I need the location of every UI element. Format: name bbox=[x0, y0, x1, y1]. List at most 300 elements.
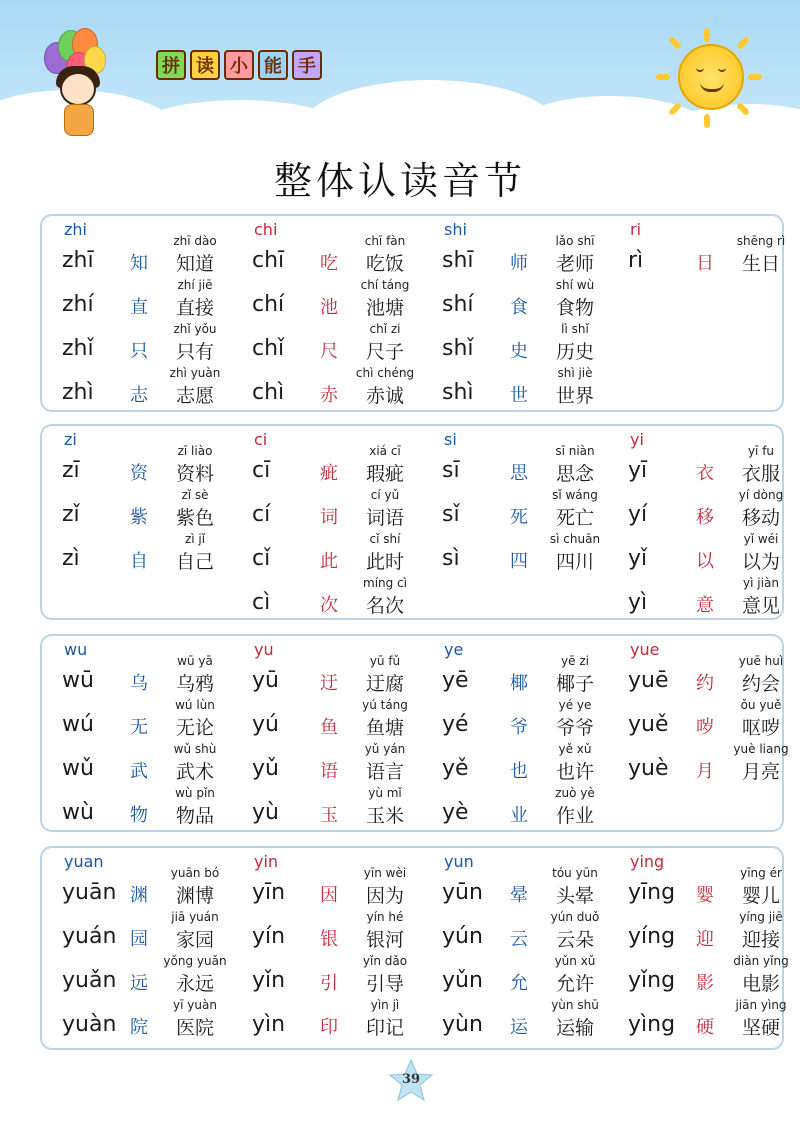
example-character: 日 bbox=[696, 253, 714, 274]
syllable-entry bbox=[56, 444, 242, 488]
example-word: 银河 bbox=[365, 929, 404, 951]
syllable-entry bbox=[436, 910, 622, 954]
example-word: 四川 bbox=[555, 551, 594, 573]
syllable-entry bbox=[622, 488, 800, 532]
syllable-entry bbox=[436, 742, 622, 786]
tone-pinyin: cí bbox=[252, 502, 271, 527]
syllable-entry bbox=[436, 278, 622, 322]
example-word: 物品 bbox=[175, 805, 214, 827]
syllable-entry bbox=[246, 742, 432, 786]
example-character: 史 bbox=[510, 341, 528, 362]
syllable-column bbox=[436, 426, 622, 618]
word-pinyin: yuān bó bbox=[170, 866, 220, 880]
example-word: 以为 bbox=[741, 551, 780, 573]
syllable-entry bbox=[246, 866, 432, 910]
tone-pinyin: yīn bbox=[252, 880, 286, 905]
example-character: 以 bbox=[696, 551, 714, 572]
example-character: 衣 bbox=[696, 463, 714, 484]
tone-pinyin: cǐ bbox=[252, 546, 271, 571]
tone-pinyin: yé bbox=[442, 712, 469, 737]
example-word: 约会 bbox=[741, 673, 780, 695]
tone-pinyin: yūn bbox=[442, 880, 483, 905]
tone-pinyin: yín bbox=[252, 924, 286, 949]
syllable-heading: chi bbox=[254, 220, 278, 239]
word-pinyin: chí táng bbox=[360, 278, 410, 292]
badge-char: 拼 bbox=[156, 50, 186, 80]
example-character: 硬 bbox=[696, 1017, 714, 1038]
word-pinyin: ǒu yuě bbox=[740, 698, 782, 712]
tone-pinyin: yuán bbox=[62, 924, 117, 949]
example-word: 生日 bbox=[741, 253, 780, 275]
word-pinyin: yín hé bbox=[366, 910, 404, 924]
example-character: 此 bbox=[320, 551, 338, 572]
word-pinyin: yē zi bbox=[561, 654, 589, 668]
tone-pinyin: zhì bbox=[62, 380, 94, 405]
syllable-heading: ye bbox=[444, 640, 464, 659]
example-word: 死亡 bbox=[555, 507, 594, 529]
syllable-entry bbox=[246, 366, 432, 410]
example-word: 印记 bbox=[365, 1017, 404, 1039]
example-character: 引 bbox=[320, 973, 338, 994]
example-character: 椰 bbox=[510, 673, 528, 694]
syllable-entry bbox=[56, 488, 242, 532]
word-pinyin: zì jǐ bbox=[184, 532, 206, 546]
tone-pinyin: yìng bbox=[628, 1012, 676, 1037]
example-character: 云 bbox=[510, 929, 528, 950]
word-pinyin: yǐn dǎo bbox=[362, 954, 408, 968]
word-pinyin: xiá cī bbox=[369, 444, 401, 458]
word-pinyin: wǔ shù bbox=[173, 742, 217, 756]
example-character: 资 bbox=[130, 463, 148, 484]
tone-pinyin: sì bbox=[442, 546, 460, 571]
syllable-heading: wu bbox=[64, 640, 88, 659]
example-character: 词 bbox=[320, 507, 338, 528]
example-character: 哕 bbox=[696, 717, 714, 738]
word-pinyin: yǐ wéi bbox=[743, 532, 779, 546]
syllable-heading: ri bbox=[630, 220, 642, 239]
syllable-heading: ci bbox=[254, 430, 268, 449]
word-pinyin: yì jiàn bbox=[743, 576, 779, 590]
example-character: 允 bbox=[510, 973, 528, 994]
syllable-column bbox=[436, 216, 622, 410]
example-character: 迂 bbox=[320, 673, 338, 694]
word-pinyin: zuò yè bbox=[555, 786, 595, 800]
syllable-heading: yin bbox=[254, 852, 279, 871]
example-word: 名次 bbox=[365, 595, 404, 617]
page-title: 整体认读音节 bbox=[273, 159, 526, 203]
example-word: 头晕 bbox=[555, 885, 594, 907]
word-pinyin: sī niàn bbox=[555, 444, 595, 458]
syllable-entry bbox=[436, 322, 622, 366]
syllable-entry bbox=[622, 444, 800, 488]
example-character: 渊 bbox=[130, 885, 148, 906]
example-word: 资料 bbox=[175, 463, 214, 485]
tone-pinyin: yǔn bbox=[442, 968, 483, 993]
example-word: 志愿 bbox=[175, 385, 214, 407]
syllable-heading: zhi bbox=[64, 220, 87, 239]
word-pinyin: yě xǔ bbox=[558, 742, 592, 756]
example-character: 影 bbox=[696, 973, 714, 994]
syllable-entry bbox=[436, 786, 622, 830]
syllable-column bbox=[622, 636, 800, 830]
word-pinyin: chī fàn bbox=[364, 234, 406, 248]
word-pinyin: míng cì bbox=[363, 576, 407, 590]
word-pinyin: zǐ sè bbox=[181, 488, 209, 502]
example-word: 移动 bbox=[741, 507, 780, 529]
word-pinyin: zhí jiē bbox=[177, 278, 213, 292]
syllable-entry bbox=[622, 954, 800, 998]
syllable-panel bbox=[40, 634, 789, 832]
example-character: 爷 bbox=[510, 717, 528, 738]
syllable-entry bbox=[436, 444, 622, 488]
word-pinyin: yī fu bbox=[747, 444, 775, 458]
word-pinyin: chǐ zi bbox=[369, 322, 401, 336]
word-pinyin: cí yǔ bbox=[370, 488, 400, 502]
sun-ray-icon bbox=[704, 114, 710, 128]
badge-char: 小 bbox=[224, 50, 254, 80]
syllable-column bbox=[622, 848, 800, 1048]
word-pinyin: shēng rì bbox=[736, 234, 786, 248]
syllable-panel bbox=[40, 424, 784, 620]
syllable-entry bbox=[56, 654, 242, 698]
syllable-entry bbox=[622, 576, 800, 620]
tone-pinyin: zǐ bbox=[62, 502, 80, 527]
example-word: 词语 bbox=[365, 507, 404, 529]
word-pinyin: yuè liang bbox=[733, 742, 789, 756]
tone-pinyin: yìn bbox=[252, 1012, 286, 1037]
word-pinyin: yī yuàn bbox=[173, 998, 217, 1012]
tone-pinyin: sī bbox=[442, 458, 460, 483]
word-pinyin: yí dòng bbox=[738, 488, 784, 502]
word-pinyin: zī liào bbox=[177, 444, 213, 458]
word-pinyin: jiān yìng bbox=[735, 998, 787, 1012]
tone-pinyin: yīng bbox=[628, 880, 676, 905]
example-character: 世 bbox=[510, 385, 528, 406]
example-character: 无 bbox=[130, 717, 148, 738]
syllable-entry bbox=[246, 234, 432, 278]
syllable-entry bbox=[246, 322, 432, 366]
example-character: 思 bbox=[510, 463, 528, 484]
tone-pinyin: yǐn bbox=[252, 968, 286, 993]
example-word: 作业 bbox=[555, 805, 594, 827]
syllable-entry bbox=[622, 742, 800, 786]
example-character: 业 bbox=[510, 805, 528, 826]
example-character: 自 bbox=[130, 551, 148, 572]
example-character: 约 bbox=[696, 673, 714, 694]
example-word: 爷爷 bbox=[555, 717, 594, 739]
tone-pinyin: wǔ bbox=[62, 756, 94, 781]
example-character: 四 bbox=[510, 551, 528, 572]
syllable-entry bbox=[56, 234, 242, 278]
page-number: 39 bbox=[401, 1072, 421, 1087]
example-word: 月亮 bbox=[741, 761, 780, 783]
word-pinyin: yǒng yuǎn bbox=[163, 954, 227, 968]
girl-face-icon bbox=[60, 72, 96, 106]
tone-pinyin: wū bbox=[62, 668, 94, 693]
example-word: 允许 bbox=[555, 973, 594, 995]
word-pinyin: yuē huì bbox=[738, 654, 784, 668]
syllable-heading: yuan bbox=[64, 852, 104, 871]
syllable-column bbox=[56, 216, 242, 410]
tone-pinyin: yuàn bbox=[62, 1012, 117, 1037]
example-word: 紫色 bbox=[175, 507, 214, 529]
syllable-entry bbox=[56, 786, 242, 830]
syllable-entry bbox=[622, 654, 800, 698]
syllable-entry bbox=[436, 234, 622, 278]
sun-ray-icon bbox=[704, 28, 710, 42]
tone-pinyin: shī bbox=[442, 248, 474, 273]
tone-pinyin: shí bbox=[442, 292, 474, 317]
syllable-entry bbox=[246, 444, 432, 488]
syllable-heading: ying bbox=[630, 852, 665, 871]
word-pinyin: sǐ wáng bbox=[552, 488, 598, 502]
example-word: 自己 bbox=[175, 551, 214, 573]
example-word: 也许 bbox=[555, 761, 594, 783]
example-character: 玉 bbox=[320, 805, 338, 826]
girl-body-shape bbox=[64, 104, 94, 136]
example-word: 意见 bbox=[741, 595, 780, 617]
example-word: 瑕疵 bbox=[365, 463, 404, 485]
syllable-entry bbox=[622, 532, 800, 576]
example-character: 鱼 bbox=[320, 717, 338, 738]
sun-icon bbox=[678, 44, 744, 110]
example-character: 意 bbox=[696, 595, 714, 616]
syllable-entry bbox=[246, 698, 432, 742]
tone-pinyin: sǐ bbox=[442, 502, 460, 527]
example-character: 尺 bbox=[320, 341, 338, 362]
syllable-entry bbox=[56, 366, 242, 410]
example-character: 吃 bbox=[320, 253, 338, 274]
word-pinyin: yīng ér bbox=[740, 866, 782, 880]
word-pinyin: wú lùn bbox=[175, 698, 215, 712]
tone-pinyin: yú bbox=[252, 712, 279, 737]
word-pinyin: yǔ yán bbox=[364, 742, 406, 756]
tone-pinyin: yǐ bbox=[628, 546, 648, 571]
word-pinyin: shì jiè bbox=[557, 366, 593, 380]
syllable-entry bbox=[436, 532, 622, 576]
syllable-entry bbox=[56, 910, 242, 954]
word-pinyin: yū fǔ bbox=[369, 654, 401, 668]
example-character: 语 bbox=[320, 761, 338, 782]
syllable-entry bbox=[436, 698, 622, 742]
tone-pinyin: yē bbox=[442, 668, 469, 693]
syllable-column bbox=[56, 636, 242, 830]
syllable-entry bbox=[622, 866, 800, 910]
syllable-column bbox=[436, 848, 622, 1048]
syllable-column bbox=[246, 426, 432, 618]
syllable-entry bbox=[622, 698, 800, 742]
example-word: 世界 bbox=[555, 385, 594, 407]
example-character: 印 bbox=[320, 1017, 338, 1038]
syllable-entry bbox=[622, 998, 800, 1042]
word-pinyin: diàn yǐng bbox=[733, 954, 789, 968]
example-character: 师 bbox=[510, 253, 528, 274]
syllable-column bbox=[246, 636, 432, 830]
syllable-panel bbox=[40, 214, 784, 412]
syllable-entry bbox=[436, 954, 622, 998]
syllable-heading: yue bbox=[630, 640, 660, 659]
tone-pinyin: yùn bbox=[442, 1012, 483, 1037]
syllable-entry bbox=[246, 954, 432, 998]
tone-pinyin: cì bbox=[252, 590, 271, 615]
syllable-entry bbox=[436, 998, 622, 1042]
tone-pinyin: yè bbox=[442, 800, 469, 825]
word-pinyin: yé ye bbox=[558, 698, 592, 712]
word-pinyin: lǎo shī bbox=[555, 234, 595, 248]
syllable-entry bbox=[246, 786, 432, 830]
example-word: 鱼塘 bbox=[365, 717, 404, 739]
example-word: 渊博 bbox=[175, 885, 214, 907]
syllable-entry bbox=[56, 866, 242, 910]
example-character: 婴 bbox=[696, 885, 714, 906]
example-word: 婴儿 bbox=[741, 885, 780, 907]
example-character: 死 bbox=[510, 507, 528, 528]
example-word: 只有 bbox=[175, 341, 214, 363]
syllable-entry bbox=[56, 278, 242, 322]
example-character: 池 bbox=[320, 297, 338, 318]
tone-pinyin: wú bbox=[62, 712, 94, 737]
tone-pinyin: chì bbox=[252, 380, 285, 405]
tone-pinyin: yuān bbox=[62, 880, 117, 905]
example-character: 园 bbox=[130, 929, 148, 950]
syllable-column bbox=[622, 426, 800, 618]
example-character: 食 bbox=[510, 297, 528, 318]
syllable-column bbox=[56, 426, 242, 618]
word-pinyin: zhì yuàn bbox=[169, 366, 221, 380]
tone-pinyin: yì bbox=[628, 590, 648, 615]
example-character: 志 bbox=[130, 385, 148, 406]
example-word: 语言 bbox=[365, 761, 404, 783]
tone-pinyin: shì bbox=[442, 380, 474, 405]
example-word: 乌鸦 bbox=[175, 673, 214, 695]
example-word: 吃饭 bbox=[365, 253, 404, 275]
syllable-heading: yu bbox=[254, 640, 274, 659]
syllable-heading: shi bbox=[444, 220, 467, 239]
example-word: 直接 bbox=[175, 297, 214, 319]
example-character: 物 bbox=[130, 805, 148, 826]
word-pinyin: chì chéng bbox=[355, 366, 415, 380]
syllable-heading: yi bbox=[630, 430, 644, 449]
syllable-heading: yun bbox=[444, 852, 474, 871]
word-pinyin: jiā yuán bbox=[171, 910, 219, 924]
syllable-entry bbox=[436, 654, 622, 698]
tone-pinyin: yǔ bbox=[252, 756, 279, 781]
example-character: 月 bbox=[696, 761, 714, 782]
example-character: 疵 bbox=[320, 463, 338, 484]
example-word: 历史 bbox=[555, 341, 594, 363]
example-word: 此时 bbox=[365, 551, 404, 573]
tone-pinyin: yuǎn bbox=[62, 968, 117, 993]
tone-pinyin: chǐ bbox=[252, 336, 285, 361]
tone-pinyin: zī bbox=[62, 458, 80, 483]
example-word: 云朵 bbox=[555, 929, 594, 951]
tone-pinyin: yuě bbox=[628, 712, 669, 737]
example-word: 玉米 bbox=[365, 805, 404, 827]
example-character: 直 bbox=[130, 297, 148, 318]
example-word: 永远 bbox=[175, 973, 214, 995]
word-pinyin: zhī dào bbox=[173, 234, 217, 248]
sun-ray-icon bbox=[748, 74, 762, 80]
example-character: 因 bbox=[320, 885, 338, 906]
tone-pinyin: yī bbox=[628, 458, 648, 483]
example-character: 也 bbox=[510, 761, 528, 782]
tone-pinyin: yū bbox=[252, 668, 279, 693]
syllable-entry bbox=[246, 488, 432, 532]
badge-char: 能 bbox=[258, 50, 288, 80]
syllable-entry bbox=[56, 954, 242, 998]
word-pinyin: shí wù bbox=[555, 278, 595, 292]
example-word: 家园 bbox=[175, 929, 214, 951]
example-character: 迎 bbox=[696, 929, 714, 950]
example-word: 医院 bbox=[175, 1017, 214, 1039]
example-character: 银 bbox=[320, 929, 338, 950]
word-pinyin: lì shǐ bbox=[561, 322, 589, 336]
syllable-entry bbox=[56, 698, 242, 742]
example-character: 赤 bbox=[320, 385, 338, 406]
syllable-column bbox=[622, 216, 800, 410]
example-word: 引导 bbox=[365, 973, 404, 995]
example-character: 武 bbox=[130, 761, 148, 782]
example-word: 坚硬 bbox=[741, 1017, 780, 1039]
tone-pinyin: zhǐ bbox=[62, 336, 94, 361]
syllable-entry bbox=[246, 654, 432, 698]
example-word: 迎接 bbox=[741, 929, 780, 951]
tone-pinyin: cī bbox=[252, 458, 271, 483]
example-character: 院 bbox=[130, 1017, 148, 1038]
syllable-entry bbox=[246, 278, 432, 322]
example-word: 知道 bbox=[175, 253, 214, 275]
tone-pinyin: zhī bbox=[62, 248, 94, 273]
tone-pinyin: shǐ bbox=[442, 336, 474, 361]
tone-pinyin: zì bbox=[62, 546, 80, 571]
tone-pinyin: yíng bbox=[628, 924, 676, 949]
word-pinyin: yù mǐ bbox=[368, 786, 402, 800]
word-pinyin: yùn shū bbox=[551, 998, 599, 1012]
tone-pinyin: chī bbox=[252, 248, 285, 273]
example-word: 武术 bbox=[175, 761, 214, 783]
example-word: 迂腐 bbox=[365, 673, 404, 695]
section-badge bbox=[156, 50, 322, 80]
example-word: 思念 bbox=[555, 463, 594, 485]
syllable-entry bbox=[56, 742, 242, 786]
syllable-entry bbox=[246, 576, 432, 620]
syllable-entry bbox=[436, 488, 622, 532]
word-pinyin: yǔn xǔ bbox=[554, 954, 596, 968]
example-word: 椰子 bbox=[555, 673, 594, 695]
tone-pinyin: wù bbox=[62, 800, 94, 825]
badge-char: 手 bbox=[292, 50, 322, 80]
tone-pinyin: yún bbox=[442, 924, 483, 949]
example-character: 次 bbox=[320, 595, 338, 616]
badge-char: 读 bbox=[190, 50, 220, 80]
example-word: 衣服 bbox=[741, 463, 780, 485]
example-word: 电影 bbox=[741, 973, 780, 995]
example-character: 晕 bbox=[510, 885, 528, 906]
tone-pinyin: yí bbox=[628, 502, 648, 527]
word-pinyin: yún duǒ bbox=[550, 910, 600, 924]
tone-pinyin: rì bbox=[628, 248, 644, 273]
syllable-entry bbox=[246, 998, 432, 1042]
syllable-entry bbox=[436, 866, 622, 910]
tone-pinyin: chí bbox=[252, 292, 285, 317]
example-word: 尺子 bbox=[365, 341, 404, 363]
word-pinyin: yú táng bbox=[362, 698, 408, 712]
syllable-entry bbox=[56, 998, 242, 1042]
example-word: 运输 bbox=[555, 1017, 594, 1039]
example-word: 老师 bbox=[555, 253, 594, 275]
word-pinyin: yìn jì bbox=[370, 998, 400, 1012]
tone-pinyin: yuē bbox=[628, 668, 669, 693]
